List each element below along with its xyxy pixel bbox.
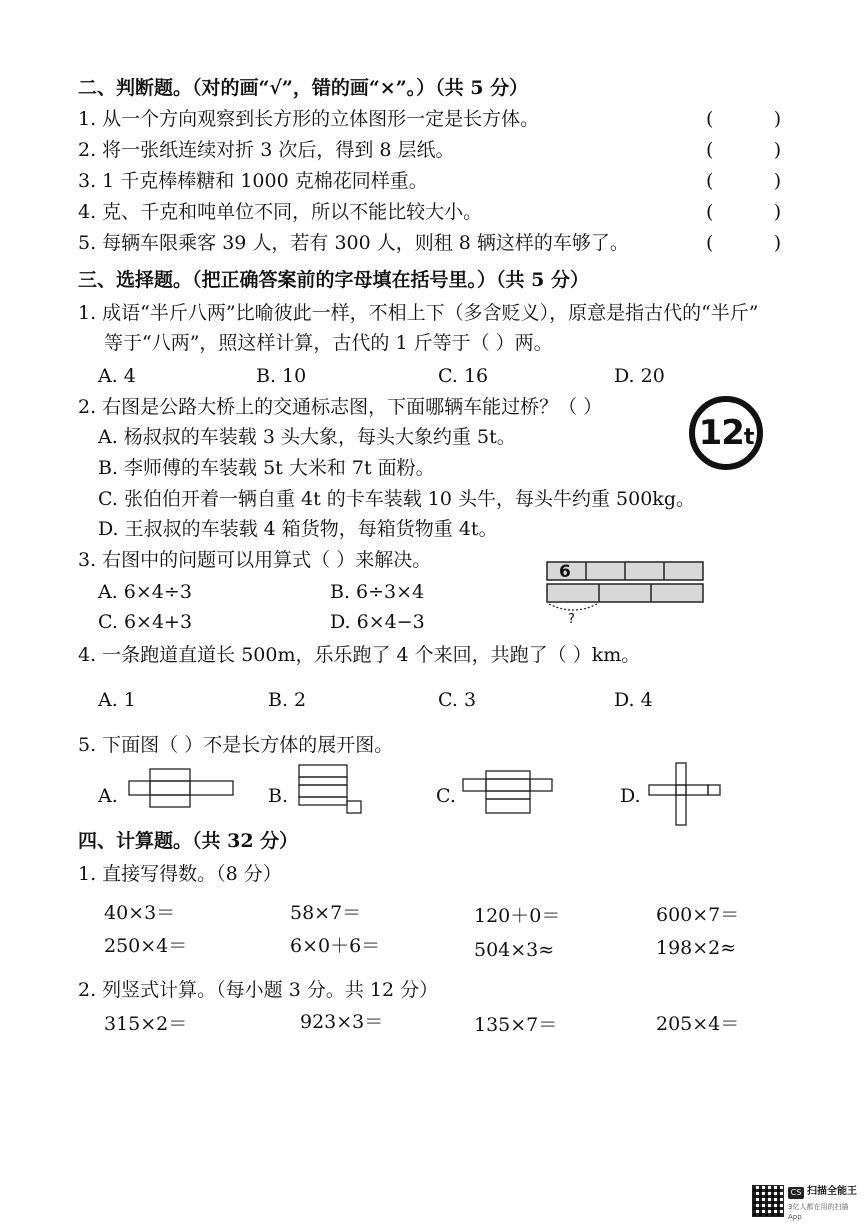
choice-q4-stem: 4. 一条跑道直道长 500m，乐乐跑了 4 个来回，共跑了（ ）km。 [78, 644, 641, 666]
mental-calc-5: 250×4＝ [104, 935, 188, 957]
answer-blank-judge-1[interactable]: ( ) [706, 108, 782, 130]
choice-q4-option-c: C. 3 [438, 689, 477, 711]
mental-calc-2: 58×7＝ [290, 902, 362, 924]
answer-blank-judge-5[interactable]: ( ) [706, 232, 782, 254]
judge-item-4: 4. 克、千克和吨单位不同，所以不能比较大小。 [78, 201, 483, 223]
bar-model-figure [545, 560, 705, 626]
mental-calc-1: 40×3＝ [104, 902, 176, 924]
mental-calc-6: 6×0＋6＝ [290, 935, 381, 957]
qr-code-icon [752, 1185, 784, 1217]
bar-label-6: 6 [559, 562, 571, 582]
bar-bottom [547, 584, 703, 602]
choice-q1-option-a: A. 4 [98, 365, 136, 387]
judge-item-2: 2. 将一张纸连续对折 3 次后，得到 8 层纸。 [78, 139, 455, 161]
judge-item-5: 5. 每辆车限乘客 39 人，若有 300 人，则租 8 辆这样的车够了。 [78, 232, 629, 254]
vertical-calc-4: 205×4＝ [656, 1013, 740, 1035]
net-figure-d [648, 762, 724, 828]
calc-sub2-title: 2. 列竖式计算。（每小题 3 分。共 12 分） [78, 979, 439, 1001]
net-figure-c [462, 770, 554, 818]
choice-q4-option-d: D. 4 [614, 689, 653, 711]
section-3-title: 三、选择题。（把正确答案前的字母填在括号里。）（共 5 分） [78, 269, 589, 291]
section-2-title: 二、判断题。（对的画“√”，错的画“×”。）（共 5 分） [78, 77, 529, 99]
choice-q5-option-b: B. [268, 785, 289, 807]
vertical-calc-2: 923×3＝ [300, 1011, 384, 1033]
judge-item-3: 3. 1 千克棒棒糖和 1000 克棉花同样重。 [78, 170, 428, 192]
weight-limit-sign [689, 396, 763, 470]
choice-q3-option-a: A. 6×4÷3 [98, 581, 192, 603]
section-4-title: 四、计算题。（共 32 分） [78, 830, 299, 852]
choice-q5-option-a: A. [98, 785, 118, 807]
mental-calc-7: 504×3≈ [474, 939, 555, 961]
vertical-calc-1: 315×2＝ [104, 1013, 188, 1035]
vertical-calc-3: 135×7＝ [474, 1014, 558, 1036]
choice-q3-option-c: C. 6×4+3 [98, 611, 193, 633]
watermark-subtitle: 3亿人都在用的扫描App [788, 1203, 849, 1221]
choice-q5-option-d: D. [620, 785, 641, 807]
choice-q1-line1: 1. 成语“半斤八两”比喻彼此一样，不相上下（多含贬义），原意是指古代的“半斤” [78, 302, 759, 324]
choice-q2-option-b: B. 李师傅的车装载 5t 大米和 7t 面粉。 [98, 457, 435, 479]
answer-blank-judge-3[interactable]: ( ) [706, 170, 782, 192]
weight-limit-unit: t [743, 425, 754, 450]
watermark-brand: 扫描全能王 [807, 1186, 857, 1197]
calc-sub1-title: 1. 直接写得数。（8 分） [78, 863, 282, 885]
choice-q2-option-d: D. 王叔叔的车装载 4 箱货物，每箱货物重 4t。 [98, 518, 498, 540]
choice-q4-option-b: B. 2 [268, 689, 307, 711]
choice-q1-line2: 等于“八两”，照这样计算，古代的 1 斤等于（ ）两。 [104, 332, 553, 354]
choice-q1-option-b: B. 10 [256, 365, 307, 387]
scanner-watermark [752, 1185, 858, 1221]
bar-question-mark: ? [568, 612, 575, 626]
weight-limit-number: 12 [698, 413, 744, 453]
net-figure-b [298, 764, 368, 816]
answer-blank-judge-4[interactable]: ( ) [706, 201, 782, 223]
choice-q4-option-a: A. 1 [98, 689, 136, 711]
camscanner-logo: CS [788, 1187, 804, 1199]
mental-calc-3: 120＋0＝ [474, 905, 561, 927]
judge-item-1: 1. 从一个方向观察到长方形的立体图形一定是长方体。 [78, 108, 540, 130]
choice-q2-option-c: C. 张伯伯开着一辆自重 4t 的卡车装载 10 头牛，每头牛约重 500kg。 [98, 488, 695, 510]
choice-q1-option-d: D. 20 [614, 365, 665, 387]
choice-q5-stem: 5. 下面图（ ）不是长方体的展开图。 [78, 734, 394, 756]
choice-q1-option-c: C. 16 [438, 365, 489, 387]
choice-q2-stem: 2. 右图是公路大桥上的交通标志图，下面哪辆车能过桥？（ ） [78, 396, 603, 418]
answer-blank-judge-2[interactable]: ( ) [706, 139, 782, 161]
choice-q3-option-b: B. 6÷3×4 [330, 581, 425, 603]
mental-calc-4: 600×7＝ [656, 904, 740, 926]
choice-q2-option-a: A. 杨叔叔的车装载 3 头大象，每头大象约重 5t。 [98, 426, 516, 448]
net-figure-a [128, 768, 238, 814]
mental-calc-8: 198×2≈ [656, 937, 737, 959]
choice-q5-option-c: C. [436, 785, 456, 807]
choice-q3-option-d: D. 6×4−3 [330, 611, 425, 633]
choice-q3-stem: 3. 右图中的问题可以用算式（ ）来解决。 [78, 549, 432, 571]
